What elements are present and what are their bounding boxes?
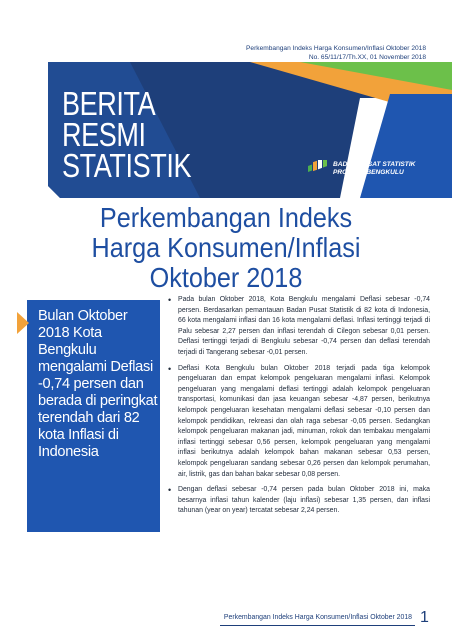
banner-line-3: STATISTIK [62,147,192,184]
bps-logo [308,160,415,178]
summary-bullet-3: • Dengan deflasi sebesar -0,74 persen pada bulan Oktober 2018 ini, maka besarnya inflasi tahun kalender (laju inflasi) sebesar 1,35 persen, dan inflasi tahunan (year on year) tercatat sebesar 2,24 persen. [168,485,430,517]
bps-logo-icon [308,160,330,178]
summary-content [168,295,430,522]
banner-line-2: RESMI [62,116,146,153]
logo-line-1: BADAN PUSAT STATISTIK [333,161,416,168]
summary-bullet-2: • Deflasi Kota Bengkulu bulan Oktober 2018 terjadi pada tiga kelompok pengeluaran dan empat kelompok pengeluaran mengalami inflasi. Kelompok pengeluaran yang mengalami deflasi tertinggi adalah kelompok pengeluaran transportasi, komunikasi dan jasa keuangan sebesar -4,87 persen, berikutnya kelompok pengeluaran kesehatan mengalami deflasi sebesar -0,10 persen dan kelompok pendidikan, rekreasi dan olah raga sebesar -0,05 persen. Sedangkan kelompok pengeluaran makanan jadi, minuman, rokok dan tembakau mengalami inflasi tertinggi sebesar 0,56 persen, kelompok pengeluaran yang mengalami inflasi berikutnya adalah kelompok bahan makanan sebesar 0,53 persen, kelompok pengeluaran sandang sebesar 0,26 persen dan kelompok perumahan, air, listrik, gas dan bahan bakar sebesar 0,08 persen. [168,364,430,481]
banner-blue-wedge [360,94,452,198]
highlight-text: Bulan Oktober 2018 Kota Bengkulu mengalami Deflasi -0,74 persen dan berada di peringkat terendah dari 82 kota Inflasi di Indonesia [38,308,158,460]
footer-text: Perkembangan Indeks Harga Konsumen/Inflasi Oktober 2018 [223,614,412,621]
title-line-3: Oktober 2018 [149,262,303,293]
logo-line-2: PROVINSI BENGKULU [333,169,404,176]
page-title [23,203,430,293]
footer-divider [220,625,415,626]
number-line: No. 65/11/17/Th.XX, 01 November 2018 [308,54,426,61]
title-line-2: Harga Konsumen/Inflasi [91,232,361,263]
summary-list [168,295,430,517]
summary-bullet-1: • Pada bulan Oktober 2018, Kota Bengkulu mengalami Deflasi sebesar -0,74 persen. Berdasarkan pemantauan Badan Pusat Statistik di 82 kota di Indonesia, 66 kota mengalami inflasi dan 16 kota mengalami deflasi. Inflasi tertinggi terjadi di Palu sebesar 2,27 persen dan inflasi terendah di Cilegon sebesar 0,01 persen. Deflasi tertinggi terjadi di Bengkulu sebesar -0,74 persen dan deflasi terendah terjadi di Tangerang sebesar -0,01 persen. [168,295,430,359]
banner-line-1: BERITA [62,85,156,122]
banner-title [62,85,192,184]
publication-line: Perkembangan Indeks Harga Konsumen/Inflasi Oktober 2018 [246,45,426,52]
title-line-1: Perkembangan Indeks [99,202,353,233]
page-number: 1 [420,609,429,626]
bps-logo-text [333,161,415,177]
highlight-arrow-icon [17,312,29,334]
